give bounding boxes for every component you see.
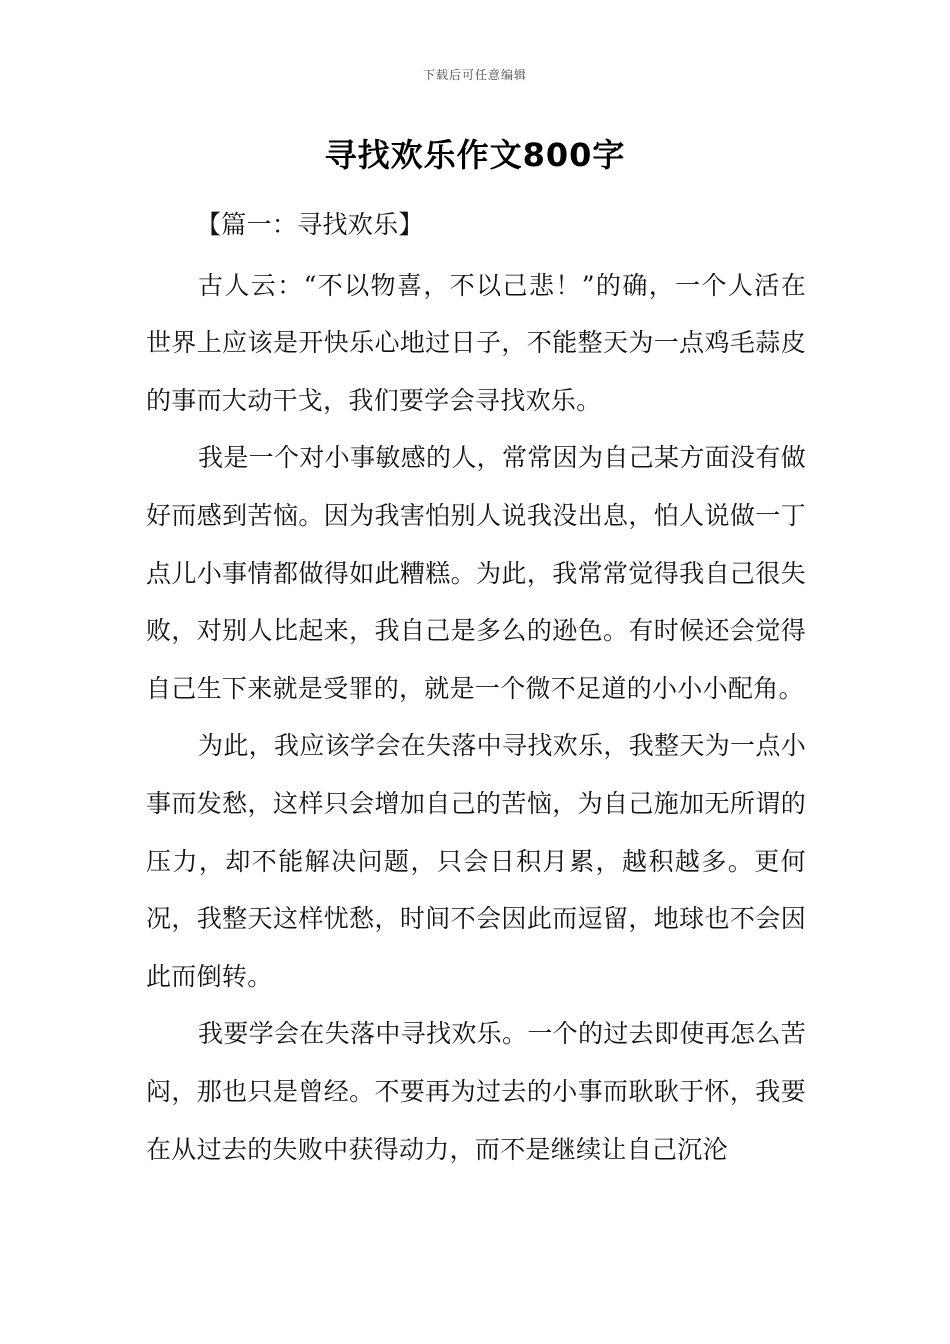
paragraph-1: 古人云：“不以物喜，不以己悲！”的确，一个人活在世界上应该是开快乐心地过日子，不能整天为一点鸡毛蒜皮的事而大动干戈，我们要学会寻找欢乐。 bbox=[146, 270, 806, 415]
paragraph-3: 为此，我应该学会在失落中寻找欢乐，我整天为一点小事而发愁，这样只会增加自己的苦恼，为自己施加无所谓的压力，却不能解决问题，只会日积月累，越积越多。更何况，我整天这样忧愁，时间不会因此而逗留，地球也不会因此而倒转。 bbox=[146, 731, 806, 991]
document-title: 寻找欢乐作文800字 bbox=[324, 136, 626, 174]
article-body bbox=[146, 196, 806, 1178]
paragraph-4: 我要学会在失落中寻找欢乐。一个的过去即使再怎么苦闷，那也只是曾经。不要再为过去的小事而耿耿于怀，我要在从过去的失败中获得动力，而不是继续让自己沉沦 bbox=[146, 1019, 806, 1164]
section-heading: 【篇一：寻找欢乐】 bbox=[196, 210, 424, 239]
header-note: 下载后可任意编辑 bbox=[422, 68, 527, 82]
paragraph-2: 我是一个对小事敏感的人，常常因为自己某方面没有做好而感到苦恼。因为我害怕别人说我没出息，怕人说做一丁点儿小事情都做得如此糟糕。为此，我常常觉得我自己很失败，对别人比起来，我自己是多么的逊色。有时候还会觉得自己生下来就是受罪的，就是一个微不足道的小小小配角。 bbox=[146, 443, 806, 703]
